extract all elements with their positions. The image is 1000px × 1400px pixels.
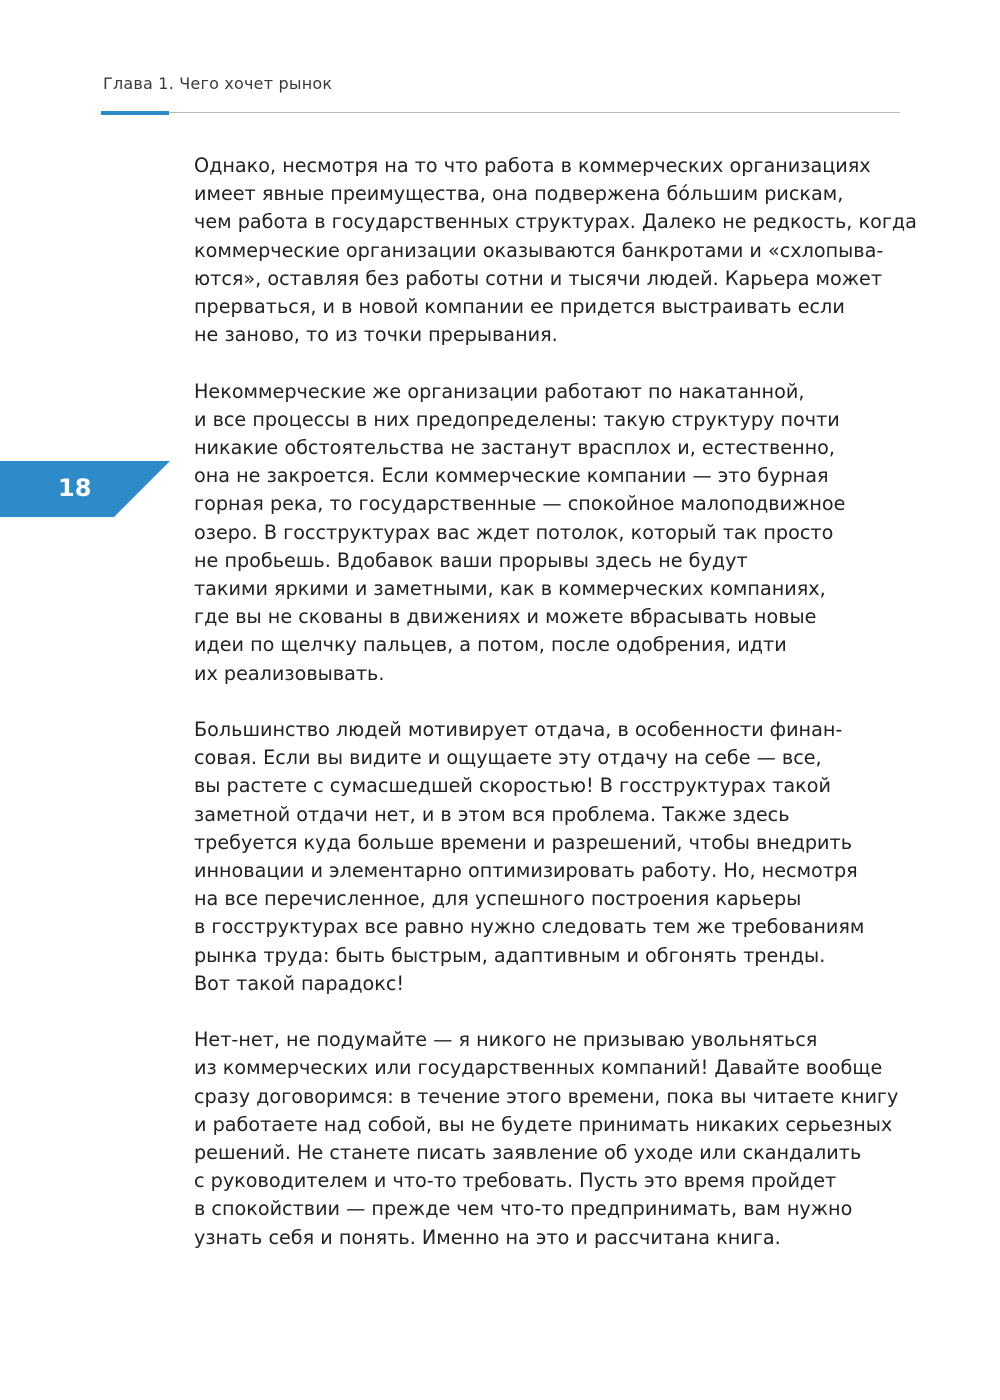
chapter-title: Глава 1. Чего хочет рынок [103, 74, 333, 93]
text-line: не заново, то из точки прерывания. [194, 323, 558, 347]
text-line: горная река, то государственные — спокойное малоподвижное [194, 492, 846, 516]
text-line: сразу договоримся: в течение этого времени, пока вы читаете книгу [194, 1084, 899, 1108]
text-line: на все перечисленное, для успешного построения карьеры [194, 887, 802, 911]
header-rule [101, 112, 900, 113]
text-line: рынка труда: быть быстрым, адаптивным и обгонять тренды. [194, 943, 826, 967]
text-line: требуется куда больше времени и разрешений, чтобы внедрить [194, 830, 853, 854]
paragraph [194, 378, 914, 688]
paragraph [194, 152, 917, 349]
text-line: совая. Если вы видите и ощущаете эту отдачу на себе — все, [194, 746, 822, 770]
text-line: идеи по щелчку пальцев, а потом, после одобрения, идти [194, 633, 787, 657]
text-line: и работаете над собой, вы не будете принимать никаких серьезных [194, 1112, 893, 1136]
text-line: чем работа в государственных структурах. Далеко не редкость, когда [194, 210, 917, 234]
text-line: коммерческие организации оказываются банкротами и «схлопыва- [194, 238, 884, 262]
text-line: в госструктурах все равно нужно следовать тем же требованиям [194, 915, 865, 939]
text-line: заметной отдачи нет, и в этом вся проблема. Также здесь [194, 802, 790, 826]
text-line: в спокойствии — прежде чем что-то предпринимать, вам нужно [194, 1197, 853, 1221]
text-line: вы растете с сумасшедшей скоростью! В госструктурах такой [194, 774, 831, 798]
text-line: не пробьешь. Вдобавок ваши прорывы здесь не будут [194, 548, 748, 572]
text-line: никакие обстоятельства не застанут врасплох и, естественно, [194, 436, 835, 460]
text-line: ются», оставляя без работы сотни и тысячи людей. Карьера может [194, 266, 883, 290]
text-line: озеро. В госструктурах вас ждет потолок, который так просто [194, 520, 834, 544]
text-line: их реализовывать. [194, 661, 385, 685]
text-line: узнать себя и понять. Именно на это и рассчитана книга. [194, 1225, 781, 1249]
text-line: решений. Не станете писать заявление об уходе или скандалить [194, 1141, 862, 1165]
text-line: Некоммерческие же организации работают по накатанной, [194, 379, 805, 403]
text-line: Большинство людей мотивирует отдача, в особенности финан- [194, 718, 843, 742]
paragraph [194, 1026, 914, 1252]
text-line: Нет-нет, не подумайте — я никого не призываю увольняться [194, 1028, 818, 1052]
text-line: она не закроется. Если коммерческие компании — это бурная [194, 464, 829, 488]
text-line: Вот такой парадокс! [194, 971, 405, 995]
text-line: где вы не скованы в движениях и можете вбрасывать новые [194, 605, 817, 629]
text-line: Однако, несмотря на то что работа в коммерческих организациях [194, 154, 871, 177]
text-line: инновации и элементарно оптимизировать работу. Но, несмотря [194, 859, 858, 883]
text-line: и все процессы в них предопределены: такую структуру почти [194, 407, 840, 431]
header-rule-accent [101, 111, 169, 115]
text-line: из коммерческих или государственных компаний! Давайте вообще [194, 1056, 883, 1080]
text-line: прерваться, и в новой компании ее придется выстраивать если [194, 295, 845, 319]
paragraph [194, 716, 914, 998]
body-text [194, 152, 917, 1280]
text-line: такими яркими и заметными, как в коммерческих компаниях, [194, 577, 826, 601]
page-number-tab [0, 461, 170, 517]
page-number: 18 [58, 474, 92, 502]
text-line: с руководителем и что-то требовать. Пусть это время пройдет [194, 1169, 837, 1193]
text-line: имеет явные преимущества, она подвержена бóльшим рискам, [194, 182, 844, 206]
